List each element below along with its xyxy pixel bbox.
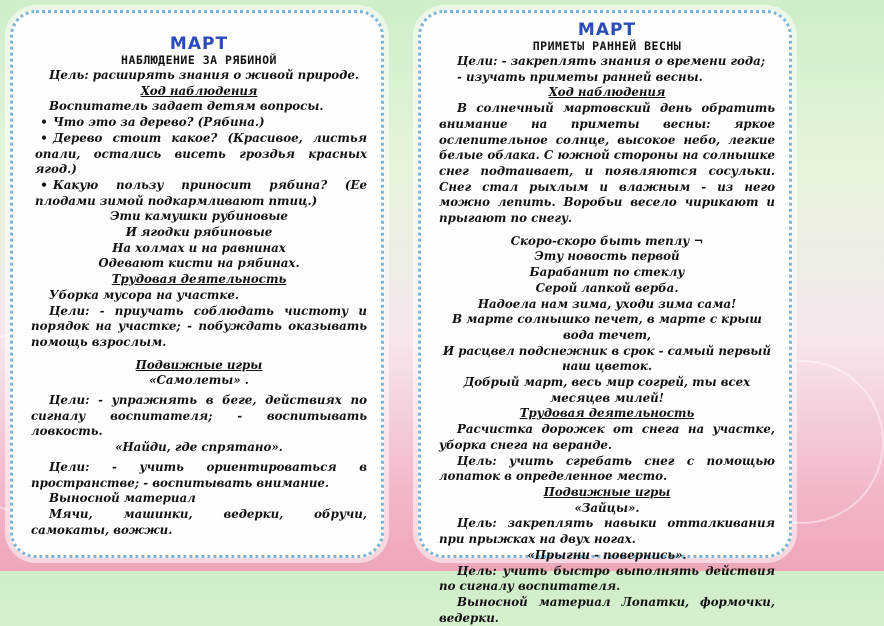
labor-task: Расчистка дорожек от снега на участке, уборка снега на веранде.: [439, 422, 775, 452]
game-title: «Зайцы».: [574, 500, 640, 515]
section-heading-games: Подвижные игры: [543, 484, 671, 499]
material-text: Мячи, машинки, ведерки, обручи, самокаты, вожжи.: [31, 506, 367, 537]
poem-line: И ягодки рябиновые: [125, 225, 273, 240]
game-title: «Самолеты» .: [149, 373, 249, 388]
observation-intro: Воспитатель задает детям вопросы.: [49, 99, 324, 114]
section-heading-games: Подвижные игры: [135, 357, 263, 372]
game-goal: Цель: закреплять навыки отталкивания при прыжках на двух ногах.: [439, 516, 775, 547]
game-goals: Цели: - упражнять в беге, действиях по сигналу воспитателя; - воспитывать ловкость.: [31, 393, 367, 439]
left-page: [10, 10, 384, 558]
poem-line: Эту новость первой: [534, 249, 680, 264]
poem-line: Добрый март, весь мир согрей, ты всех месяцев милей!: [463, 375, 751, 405]
game-title: «Найди, где спрятано».: [115, 440, 283, 455]
question-item: [31, 178, 367, 209]
question-text: Дерево стоит какое? (Красивое, листья опали, остались висеть гроздья красных ягод.): [35, 130, 367, 177]
question-item: [31, 115, 367, 131]
goal-text: - изучать приметы ранней весны.: [457, 69, 703, 84]
poem-line: Одевают кисти на рябинах.: [98, 256, 300, 271]
section-heading-observation: Ход наблюдения: [548, 85, 666, 100]
question-text: Что это за дерево? (Рябина.): [53, 115, 265, 130]
goal-text: Цель: расширять знания о живой природе.: [49, 68, 359, 82]
labor-goal: Цель: учить сгребать снег с помощью лопаток в определенное место.: [439, 453, 775, 484]
page-title: ПРИМЕТЫ РАННЕЙ ВЕСНЫ: [532, 39, 682, 53]
month-heading: МАРТ: [577, 20, 637, 40]
section-heading-labor: Трудовая деятельность: [519, 406, 695, 421]
game-goal: Цель: учить быстро выполнять действия по сигналу воспитателя.: [439, 563, 775, 594]
poem-line: Скоро-скоро быть теплу ¬: [510, 233, 704, 248]
poem-line: На холмах и на равнинах: [112, 240, 286, 255]
poem-line: Барабанит по стеклу: [529, 265, 685, 280]
labor-task: Уборка мусора на участке.: [49, 287, 240, 302]
poem-line: Эти камушки рубиновые: [110, 209, 288, 224]
section-heading-observation: Ход наблюдения: [140, 83, 258, 98]
observation-intro: В солнечный мартовский день обратить внимание на приметы весны: яркое ослепительное солнце, высокое небо, легкие белые облака. С южной стороны на солнышке снег подтаивает, и появляются сосульки. Снег стал рыхлым и влажным - из него можно лепить. Воробьи весело чирикают и прыгают по снегу.: [439, 101, 775, 226]
material-text: Выносной материал Лопатки, формочки, ведерки.: [439, 594, 775, 625]
section-heading-labor: Трудовая деятельность: [111, 272, 287, 287]
month-heading: МАРТ: [169, 34, 229, 54]
page-title: НАБЛЮДЕНИЕ ЗА РЯБИНОЙ: [121, 53, 277, 67]
material-heading: Выносной материал: [49, 491, 196, 506]
question-text: Какую пользу приносит рябина? (Ее плодами зимой подкармливают птиц.): [35, 177, 367, 208]
goal-text: Цели: - закреплять знания о времени года;: [457, 54, 766, 68]
game-title: «Прыгни - повернись».: [527, 547, 687, 562]
question-item: [31, 131, 367, 178]
labor-goals: Цели: - приучать соблюдать чистоту и порядок на участке; - побуждать оказывать помощь взрослым.: [31, 303, 367, 349]
game-goals: Цели: - учить ориентироваться в пространстве; - воспитывать внимание.: [31, 459, 367, 490]
poem-line: В марте солнышко печет, в марте с крыш вода течет,: [452, 312, 762, 342]
poem-line: И расцвел подснежник в срок - самый первый наш цветок.: [442, 343, 772, 374]
poem-line: Серой лапкой верба.: [535, 280, 679, 295]
right-page: [418, 10, 792, 625]
poem-line: Надоела нам зима, уходи зима сама!: [477, 296, 737, 311]
